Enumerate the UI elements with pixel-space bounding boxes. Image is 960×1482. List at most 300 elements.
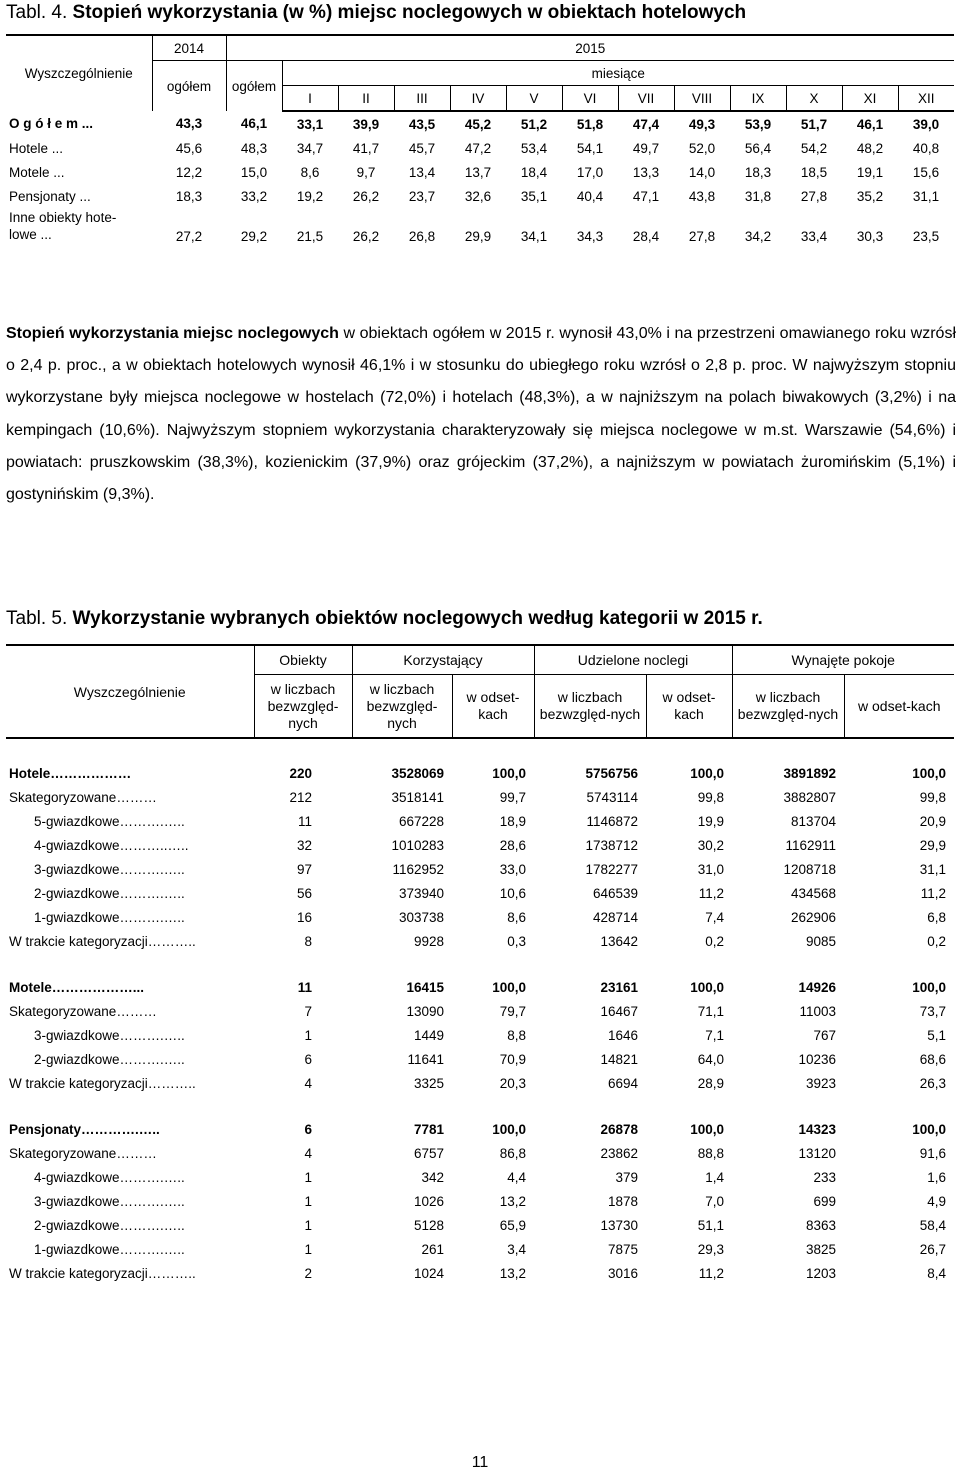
table5-row-label: Skategoryzowane……… (9, 1145, 157, 1161)
table4-header-month: XII (898, 86, 954, 112)
table5-cell: 26878 (600, 1121, 638, 1137)
table4-cell: 27,2 (175, 229, 203, 244)
table5-cell: 3016 (607, 1265, 638, 1281)
table4-row (6, 160, 954, 184)
table5-cell: 1 (304, 1169, 312, 1185)
table5-cell: 1449 (413, 1027, 444, 1043)
table4-header-miesiace: miesiące (282, 61, 954, 86)
table4-header-month: XI (842, 86, 898, 112)
table4-cell: 45,2 (464, 116, 492, 132)
table4-row (6, 136, 954, 160)
table5-cell: 5756756 (585, 765, 638, 781)
table5-cell: 33,0 (499, 861, 526, 877)
table5-cell: 8,4 (927, 1265, 946, 1281)
table4-cell: 34,1 (520, 229, 548, 244)
table5-cell: 11,2 (698, 885, 724, 901)
table4-cell: 19,1 (856, 164, 884, 180)
table5-header-wynajete-pokoje: Wynajęte pokoje (732, 645, 954, 675)
table5-header-label: Wyszczególnienie (6, 645, 254, 738)
table4-title-prefix: Tabl. 4. (6, 2, 73, 23)
table5-cell: 5743114 (586, 789, 638, 805)
table5-cell: 1878 (607, 1193, 638, 1209)
table5-cell: 220 (289, 765, 312, 781)
table4-cell: 43,5 (408, 116, 436, 132)
table4-row-label: O g ó ł e m ... (9, 116, 94, 131)
table5-cell: 646539 (592, 885, 638, 901)
table4-row (6, 208, 954, 244)
table5-cell: 64,0 (697, 1051, 724, 1067)
table4-cell: 23,7 (408, 188, 436, 204)
table5-spacer (6, 953, 954, 975)
table5-row (6, 1189, 954, 1213)
table4-cell: 26,2 (352, 188, 380, 204)
table5-spacer (6, 738, 954, 761)
table5-sub-pct: w odset-kach (646, 675, 732, 739)
table5-row (6, 1047, 954, 1071)
table5-row (6, 857, 954, 881)
table5-cell: 4 (304, 1075, 312, 1091)
table4-title-text: Stopień wykorzystania (w %) miejsc noclegowych w obiektach hotelowych (72, 2, 747, 23)
table5-row (6, 881, 954, 905)
table5-row (6, 833, 954, 857)
table5-cell: 100,0 (912, 1121, 946, 1137)
table5-cell: 303738 (398, 909, 444, 925)
table5-row (6, 1261, 954, 1285)
table5-cell: 342 (421, 1169, 444, 1185)
table5-spacer-cell (6, 738, 954, 761)
table4-header-month: VII (618, 86, 674, 112)
table4-cell: 45,7 (408, 140, 436, 156)
table5-cell: 86,8 (499, 1145, 526, 1161)
table4-cell: 46,1 (240, 116, 268, 131)
table4-cell: 26,2 (352, 229, 380, 244)
table4-cell: 52,0 (688, 140, 716, 156)
table5-cell: 11 (297, 813, 312, 829)
table4-header-ogolem-2014: ogółem (152, 61, 226, 112)
table4-row-label: Hotele ... (9, 140, 64, 156)
table5-cell: 1162911 (785, 837, 836, 853)
table5-row-label: 3-gwiazdkowe……….….. (34, 1027, 185, 1043)
table5-cell: 2 (304, 1265, 312, 1281)
table4-cell: 29,2 (240, 229, 268, 244)
table4-cell: 53,4 (520, 140, 548, 156)
table5-cell: 1010283 (391, 837, 444, 853)
table5-row-label: 1-gwiazdkowe……….….. (34, 909, 185, 925)
table4-cell: 31,1 (912, 188, 940, 204)
table4-header-year-2014: 2014 (152, 35, 226, 61)
paragraph-bold-lead: Stopień wykorzystania miejsc noclegowych (6, 325, 339, 342)
table4-cell: 39,0 (912, 116, 940, 132)
table5-cell: 7 (304, 1003, 312, 1019)
table4-row (6, 111, 954, 136)
table5-spacer-cell (6, 953, 954, 975)
table4-cell: 45,6 (175, 140, 203, 156)
table5-cell: 11,2 (698, 1265, 724, 1281)
table4-cell: 49,7 (632, 140, 660, 156)
table4-cell: 13,4 (408, 164, 436, 180)
table5-row-label: 5-gwiazdkowe……….….. (34, 813, 185, 829)
table4-cell: 43,3 (175, 116, 203, 131)
table5-cell: 18,9 (499, 813, 526, 829)
table5-sub-abs: w liczbach bezwzględ-nych (732, 675, 844, 739)
table4-header-month: IX (730, 86, 786, 112)
table5-cell: 1208718 (783, 861, 836, 877)
table5-cell: 11 (297, 979, 312, 995)
table5-cell: 100,0 (690, 1121, 724, 1137)
table4-cell: 51,2 (520, 116, 548, 132)
table5-cell: 19,9 (697, 813, 724, 829)
table4-cell: 54,1 (576, 140, 604, 156)
table4-cell: 48,3 (240, 140, 268, 156)
table5-cell: 100,0 (690, 979, 724, 995)
table5-cell: 100,0 (492, 1121, 526, 1137)
table5-cell: 699 (813, 1193, 836, 1209)
table5-cell: 1,6 (927, 1169, 946, 1185)
table5-row-label: Pensjonaty………….….. (9, 1121, 160, 1137)
table5-cell: 32 (296, 837, 312, 853)
table5-row-label: 2-gwiazdkowe……….….. (34, 885, 185, 901)
paragraph-text: w obiektach ogółem w 2015 r. wynosił 43,0% i na przestrzeni omawianego roku wzrósł o 2,4 p. proc., a w obiektach hotelowych wynosił 46,1% i w stosunku do ubiegłego roku wzrósł o 2,8 p. proc. W najwyższym stopniu wykorzystane były miejsca noclegowe w hostelach (72,0%) i hotelach (48,3%), a w najniższym na polach biwakowych (3,2%) i na kempingach (10,6%). Najwyższym stopniem wykorzystania charakteryzowały się miejsca noclegowe w m.st. Warszawie (54,6%) i powiatach: pruszkowskim (38,3%), kozienickim (37,9%) oraz grójeckim (37,2%), a najniższym w powiatach żuromińskim (5,1%) i gostynińskim (9,3%). (6, 325, 956, 504)
table5-cell: 11,2 (920, 885, 946, 901)
table4-header-month: V (506, 86, 562, 112)
table5-cell: 13642 (600, 933, 638, 949)
table5-cell: 6 (304, 1121, 312, 1137)
table5-cell: 813704 (790, 813, 836, 829)
table4-row (6, 184, 954, 208)
table4-cell: 18,3 (744, 164, 772, 180)
table4-cell: 40,4 (576, 188, 604, 204)
table5-spacer-cell (6, 1095, 954, 1117)
table5-cell: 3891892 (783, 765, 836, 781)
table4-cell: 34,7 (296, 140, 324, 156)
table5-row (6, 1117, 954, 1141)
table5-cell: 8,8 (507, 1027, 526, 1043)
table4-cell: 56,4 (744, 140, 772, 156)
table5-cell: 3825 (805, 1241, 836, 1257)
table4-cell: 15,6 (912, 164, 940, 180)
table5-cell: 0,2 (927, 933, 946, 949)
table5-row-label: Skategoryzowane……… (9, 789, 157, 805)
table5-cell: 29,9 (919, 837, 946, 853)
table4-cell: 47,2 (464, 140, 492, 156)
table5-cell: 13,2 (499, 1193, 526, 1209)
table4-cell: 35,2 (856, 188, 884, 204)
table5-cell: 73,7 (919, 1003, 946, 1019)
table5-sub-pct: w odset-kach (452, 675, 534, 739)
table4-cell: 49,3 (688, 116, 716, 132)
table4-cell: 43,8 (688, 188, 716, 204)
table4-cell: 17,0 (576, 164, 604, 180)
table4-cell: 34,2 (744, 229, 772, 244)
table4-header-month: X (786, 86, 842, 112)
table5-cell: 91,6 (919, 1145, 946, 1161)
table4-cell: 31,8 (744, 188, 772, 204)
table4-row-label: Motele ... (9, 164, 65, 180)
table5-cell: 4 (304, 1145, 312, 1161)
table5-cell: 1 (304, 1027, 312, 1043)
table5-cell: 3882807 (783, 789, 836, 805)
table5-row-label: W trakcie kategoryzacji……….. (9, 1265, 196, 1281)
table5-cell: 8 (304, 933, 312, 949)
table5-row-label: Hotele……………… (9, 765, 132, 781)
table5-cell: 1026 (413, 1193, 444, 1209)
table5-header-obiekty: Obiekty (254, 645, 352, 675)
table5-cell: 11003 (799, 1003, 836, 1019)
table5-cell: 14821 (600, 1051, 638, 1067)
table4-cell: 28,4 (632, 229, 660, 244)
table5-cell: 3518141 (391, 789, 444, 805)
table4-cell: 8,6 (300, 164, 320, 180)
table5-cell: 13730 (600, 1217, 638, 1233)
table4-cell: 32,6 (464, 188, 492, 204)
table5-cell: 29,3 (697, 1241, 724, 1257)
table5-row-label: 3-gwiazdkowe……….….. (34, 1193, 185, 1209)
table5-cell: 7875 (607, 1241, 638, 1257)
table5-row (6, 999, 954, 1023)
table5-cell: 7,4 (705, 909, 724, 925)
table5-cell: 667228 (398, 813, 444, 829)
table4-cell: 27,8 (800, 188, 828, 204)
table5-title-prefix: Tabl. 5. (6, 608, 73, 629)
table5-cell: 9928 (413, 933, 444, 949)
table5-cell: 99,8 (697, 789, 724, 805)
table5-cell: 88,8 (697, 1145, 724, 1161)
table5-cell: 8,6 (507, 909, 526, 925)
table5-cell: 31,0 (697, 861, 724, 877)
table4-cell: 47,4 (632, 116, 660, 132)
table5-cell: 100,0 (912, 765, 946, 781)
table4-cell: 21,5 (296, 229, 324, 244)
table4-header-month: VI (562, 86, 618, 112)
table4-cell: 46,1 (856, 116, 884, 132)
table5-cell: 20,3 (499, 1075, 526, 1091)
table5-header-udzielone-noclegi: Udzielone noclegi (534, 645, 732, 675)
table5-cell: 1782277 (585, 861, 638, 877)
table5-cell: 1 (304, 1193, 312, 1209)
table5-cell: 13,2 (499, 1265, 526, 1281)
table5-cell: 28,6 (499, 837, 526, 853)
table5-cell: 261 (421, 1241, 444, 1257)
table5-row (6, 975, 954, 999)
table5-spacer (6, 1095, 954, 1117)
table5-row-label: 3-gwiazdkowe……….….. (34, 861, 185, 877)
table5-cell: 5128 (413, 1217, 444, 1233)
table4-cell: 13,3 (632, 164, 660, 180)
table4-cell: 39,9 (352, 116, 380, 132)
table5-cell: 68,6 (919, 1051, 946, 1067)
table5-cell: 1203 (805, 1265, 836, 1281)
table5-cell: 16467 (600, 1003, 638, 1019)
table5-cell: 0,3 (507, 933, 526, 949)
table5-row-label: W trakcie kategoryzacji……….. (9, 1075, 196, 1091)
table4-cell: 53,9 (744, 116, 772, 132)
table5-row (6, 1141, 954, 1165)
table5-cell: 3325 (413, 1075, 444, 1091)
table5-row-label: W trakcie kategoryzacji……….. (9, 933, 196, 949)
table5-cell: 1646 (607, 1027, 638, 1043)
table4-header-label: Wyszczególnienie (6, 35, 152, 111)
table5-cell: 31,1 (919, 861, 946, 877)
table4-cell: 33,4 (800, 229, 828, 244)
table5-cell: 99,7 (499, 789, 526, 805)
table4-cell: 51,8 (576, 116, 604, 132)
table5-cell: 1 (304, 1217, 312, 1233)
table5-cell: 428714 (592, 909, 638, 925)
table5-cell: 7781 (413, 1121, 444, 1137)
table5-cell: 379 (615, 1169, 638, 1185)
table5-cell: 4,9 (927, 1193, 946, 1209)
table4-cell: 23,5 (912, 229, 940, 244)
table5-cell: 13120 (798, 1145, 836, 1161)
table5-cell: 56 (296, 885, 312, 901)
table5-cell: 51,1 (697, 1217, 724, 1233)
table5-cell: 14926 (798, 979, 836, 995)
table4-cell: 41,7 (352, 140, 380, 156)
table5-cell: 100,0 (912, 979, 946, 995)
table5-row (6, 1023, 954, 1047)
table5-row-label: 1-gwiazdkowe……….….. (34, 1241, 185, 1257)
table4-cell: 34,3 (576, 229, 604, 244)
table5-row (6, 1071, 954, 1095)
table5-header-korzystajacy: Korzystający (352, 645, 534, 675)
table4-cell: 35,1 (520, 188, 548, 204)
table5-row-label: 4-gwiazdkowe……….….. (34, 1169, 185, 1185)
table5-cell: 23862 (600, 1145, 638, 1161)
table5-cell: 10,6 (499, 885, 526, 901)
table5-cell: 100,0 (690, 765, 724, 781)
table4-cell: 18,5 (800, 164, 828, 180)
table4-body (6, 111, 954, 244)
table5-cell: 26,7 (919, 1241, 946, 1257)
table5-cell: 10236 (798, 1051, 836, 1067)
table4-cell: 54,2 (800, 140, 828, 156)
table5-cell: 212 (289, 789, 312, 805)
table4-cell: 26,8 (408, 229, 436, 244)
table5-sub-abs: w liczbach bezwzględ-nych (352, 675, 452, 739)
table5-cell: 6 (304, 1051, 312, 1067)
table5-cell: 262906 (790, 909, 836, 925)
table4-header-year-2015: 2015 (226, 35, 954, 61)
table5-cell: 1024 (413, 1265, 444, 1281)
table5-row (6, 1165, 954, 1189)
table5-cell: 5,1 (927, 1027, 946, 1043)
table5-row (6, 905, 954, 929)
table5-cell: 65,9 (499, 1217, 526, 1233)
table4-cell: 33,2 (240, 188, 268, 204)
table4-row-label-line2: lowe ... (9, 227, 52, 242)
table4-row-label: Pensjonaty ... (9, 188, 91, 204)
table5-cell: 6757 (413, 1145, 444, 1161)
table4-title (6, 2, 746, 24)
page-number: 11 (471, 1454, 489, 1471)
table5-cell: 4,4 (507, 1169, 526, 1185)
table5-cell: 7,1 (705, 1027, 724, 1043)
table4-cell: 12,2 (175, 164, 203, 180)
table5-sub-pct: w odset-kach (844, 675, 954, 739)
table5-row (6, 785, 954, 809)
table5-cell: 3528069 (391, 765, 444, 781)
table5-cell: 16415 (406, 979, 444, 995)
table5-cell: 100,0 (492, 979, 526, 995)
table5-cell: 1738712 (585, 837, 638, 853)
table5-cell: 16 (296, 909, 312, 925)
table5-cell: 79,7 (499, 1003, 526, 1019)
table5-row-label: Skategoryzowane……… (9, 1003, 157, 1019)
table4-cell: 29,9 (464, 229, 492, 244)
table4-header-month: IV (450, 86, 506, 112)
table5-row (6, 809, 954, 833)
table4-header-month: III (394, 86, 450, 112)
table5-cell: 97 (296, 861, 312, 877)
table4-row-label-line1: Inne obiekty hote- (9, 210, 117, 225)
table4-cell: 14,0 (688, 164, 716, 180)
table4-cell: 47,1 (632, 188, 660, 204)
table5-cell: 13090 (406, 1003, 444, 1019)
table4-row-label (6, 208, 152, 244)
table5-title (6, 608, 763, 630)
table4-header-row1 (6, 35, 954, 61)
table5-cell: 11641 (407, 1051, 444, 1067)
table4-cell: 19,2 (296, 188, 324, 204)
table4 (6, 34, 954, 244)
table4-cell: 18,3 (175, 188, 203, 204)
table4-header-month: I (282, 86, 338, 112)
table5-cell: 6694 (607, 1075, 638, 1091)
table5-cell: 100,0 (492, 765, 526, 781)
table4-cell: 33,1 (296, 116, 324, 132)
table5-row-label: 2-gwiazdkowe……….….. (34, 1217, 185, 1233)
table5 (6, 644, 954, 1285)
table5-cell: 767 (813, 1027, 836, 1043)
table5-cell: 30,2 (697, 837, 724, 853)
table5-body (6, 738, 954, 1285)
table5-cell: 28,9 (697, 1075, 724, 1091)
table4-cell: 30,3 (856, 229, 884, 244)
table5-cell: 71,1 (697, 1003, 724, 1019)
table5-cell: 6,8 (927, 909, 946, 925)
table5-sub-abs: w liczbach bezwzględ-nych (534, 675, 646, 739)
table5-sub-abs: w liczbach bezwzględ-nych (254, 675, 352, 739)
table5-cell: 14323 (798, 1121, 836, 1137)
table5-cell: 8363 (805, 1217, 836, 1233)
table4-cell: 48,2 (856, 140, 884, 156)
analysis-paragraph (6, 318, 956, 511)
table5-header-groups (6, 645, 954, 675)
table4-cell: 40,8 (912, 140, 940, 156)
table5-cell: 3,4 (507, 1241, 526, 1257)
table5-cell: 1162952 (392, 861, 444, 877)
table5-cell: 58,4 (919, 1217, 946, 1233)
table5-cell: 1,4 (705, 1169, 724, 1185)
table5-row (6, 761, 954, 785)
table5-row-label: 2-gwiazdkowe……….….. (34, 1051, 185, 1067)
table5-cell: 1146872 (586, 813, 638, 829)
table5-cell: 20,9 (919, 813, 946, 829)
table4-cell: 51,7 (800, 116, 828, 132)
table5-cell: 233 (813, 1169, 836, 1185)
table4-cell: 27,8 (688, 229, 716, 244)
table5-cell: 0,2 (705, 933, 724, 949)
table5-cell: 1 (304, 1241, 312, 1257)
table4-cell: 18,4 (520, 164, 548, 180)
table5-cell: 23161 (600, 979, 638, 995)
table5-cell: 373940 (398, 885, 444, 901)
table5-cell: 99,8 (919, 789, 946, 805)
table4-cell: 15,0 (240, 164, 268, 180)
table5-row (6, 1213, 954, 1237)
table4-header-ogolem-2015: ogółem (226, 61, 282, 112)
table4-cell: 13,7 (464, 164, 492, 180)
